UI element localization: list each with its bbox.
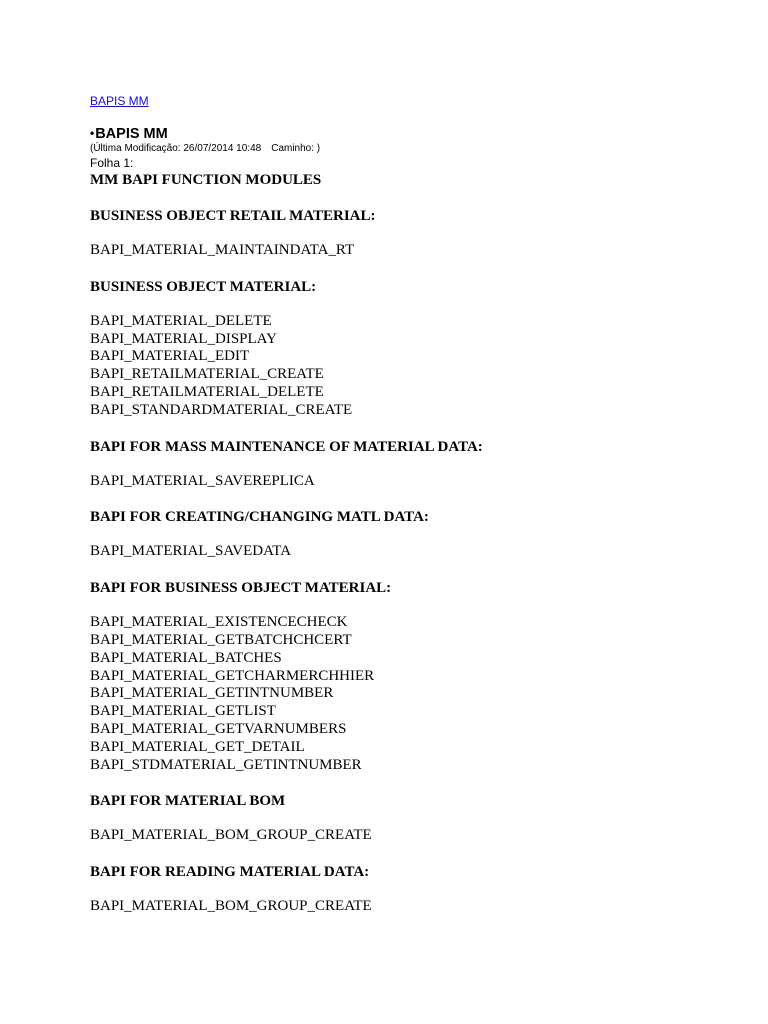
bapis-mm-link[interactable]: BAPIS MM xyxy=(90,94,149,108)
section-heading: BAPI FOR CREATING/CHANGING MATL DATA: xyxy=(90,509,429,526)
function-module-item: BAPI_MATERIAL_GET_DETAIL xyxy=(90,738,305,755)
section-heading: BUSINESS OBJECT RETAIL MATERIAL: xyxy=(90,208,376,224)
sheet-label: Folha 1: xyxy=(90,156,134,170)
function-module-item: BAPI_MATERIAL_GETCHARMERCHHIER xyxy=(90,667,375,684)
section-heading: BUSINESS OBJECT MATERIAL: xyxy=(90,278,317,295)
function-list xyxy=(90,242,730,260)
function-list xyxy=(90,473,730,491)
function-module-item: BAPI_STDMATERIAL_GETINTNUMBER xyxy=(90,756,362,773)
function-module-item: BAPI_MATERIAL_GETINTNUMBER xyxy=(90,685,334,702)
main-heading: MM BAPI FUNCTION MODULES xyxy=(90,172,322,188)
function-module-item: BAPI_RETAILMATERIAL_CREATE xyxy=(90,366,324,383)
function-module-item: BAPI_MATERIAL_DISPLAY xyxy=(90,330,277,347)
last-modified-text: (Última Modificação: 26/07/2014 10:48 xyxy=(90,143,262,154)
section-heading: BAPI FOR BUSINESS OBJECT MATERIAL: xyxy=(90,580,392,597)
function-list xyxy=(90,827,730,845)
section-heading: BAPI FOR MATERIAL BOM xyxy=(90,793,286,810)
function-list xyxy=(90,898,730,916)
function-module-item: BAPI_MATERIAL_EXISTENCECHECK xyxy=(90,614,348,631)
function-module-item: BAPI_MATERIAL_GETBATCHCHCERT xyxy=(90,631,352,648)
function-module-item: BAPI_STANDARDMATERIAL_CREATE xyxy=(90,401,353,418)
function-list xyxy=(90,313,730,420)
section-heading: BAPI FOR READING MATERIAL DATA: xyxy=(90,864,370,881)
sections-container xyxy=(90,207,730,916)
path-text: Caminho: ) xyxy=(271,143,321,154)
document-page xyxy=(90,92,730,916)
section-heading: BAPI FOR MASS MAINTENANCE OF MATERIAL DATA: xyxy=(90,438,483,455)
function-list xyxy=(90,614,730,774)
function-module-item: BAPI_MATERIAL_BOM_GROUP_CREATE xyxy=(90,827,372,844)
function-module-item: BAPI_MATERIAL_BATCHES xyxy=(90,649,282,666)
function-module-item: BAPI_MATERIAL_SAVEREPLICA xyxy=(90,472,315,489)
function-module-item: BAPI_MATERIAL_GETVARNUMBERS xyxy=(90,720,347,737)
bullet-icon: • xyxy=(90,126,95,140)
function-module-item: BAPI_MATERIAL_GETLIST xyxy=(90,703,276,720)
function-module-item: BAPI_MATERIAL_SAVEDATA xyxy=(90,543,292,560)
document-body xyxy=(90,171,730,916)
function-module-item: BAPI_MATERIAL_MAINTAINDATA_RT xyxy=(90,242,355,258)
doc-title-row xyxy=(90,126,730,143)
function-module-item: BAPI_MATERIAL_DELETE xyxy=(90,312,272,329)
function-module-item: BAPI_MATERIAL_BOM_GROUP_CREATE xyxy=(90,898,372,915)
function-list xyxy=(90,543,730,561)
function-module-item: BAPI_RETAILMATERIAL_DELETE xyxy=(90,383,324,400)
function-module-item: BAPI_MATERIAL_EDIT xyxy=(90,348,250,365)
doc-title: BAPIS MM xyxy=(95,126,168,142)
doc-meta xyxy=(90,143,730,155)
